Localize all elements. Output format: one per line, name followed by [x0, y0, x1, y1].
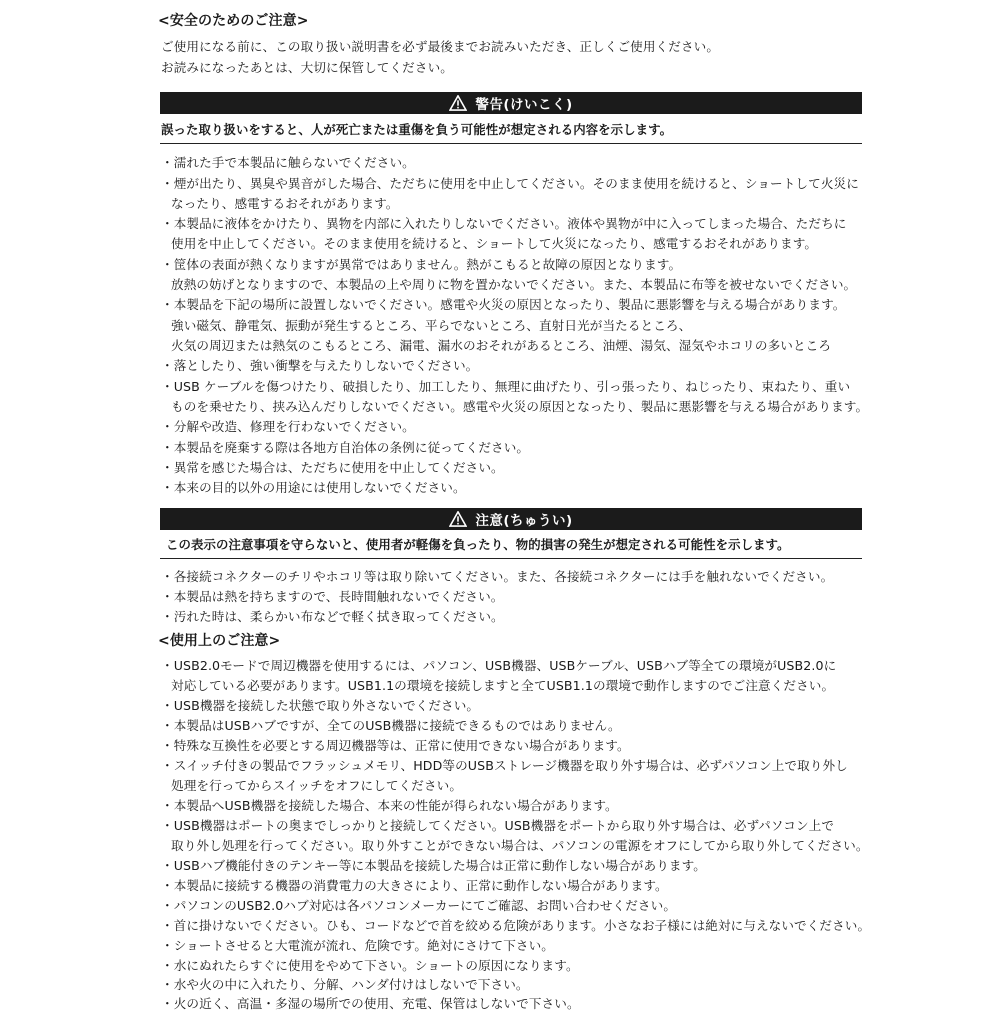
caution-banner: [160, 508, 862, 530]
warning-item: ・分解や改造、修理を行わないでください。: [161, 419, 415, 434]
warning-title: 警告(けいこく): [475, 97, 573, 113]
warning-item: ・落としたり、強い衝撃を与えたりしないでください。: [161, 358, 479, 373]
usage-item: ・USBハブ機能付きのテンキー等に本製品を接続した場合は正常に動作しない場合があります。: [161, 858, 706, 873]
warning-item-continued: 使用を中止してください。そのまま使用を続けると、ショートして火災になったり、感電するおそれがあります。: [171, 236, 818, 251]
safety-heading: <安全のためのご注意>: [158, 13, 309, 29]
usage-item-continued: 対応している必要があります。USB1.1の環境を接続しますと全てUSB1.1の環境で動作しますのでご注意ください。: [171, 678, 835, 693]
intro-line: ご使用になる前に、この取り扱い説明書を必ず最後までお読みいただき、正しくご使用ください。: [161, 39, 720, 54]
usage-item-continued: 取り外し処理を行ってください。取り外すことができない場合は、パソコンの電源をオフにしてから取り外してください。: [171, 838, 869, 853]
usage-item: ・本製品に接続する機器の消費電力の大きさにより、正常に動作しない場合があります。: [161, 878, 668, 893]
warning-item: ・本製品を廃棄する際は各地方自治体の条例に従ってください。: [161, 440, 530, 455]
caution-divider: [160, 558, 862, 559]
caution-description: この表示の注意事項を守らないと、使用者が軽傷を負ったり、物的損害の発生が想定される可能性を示します。: [166, 537, 790, 552]
warning-banner: [160, 92, 862, 114]
usage-item: ・本製品へUSB機器を接続した場合、本来の性能が得られない場合があります。: [161, 798, 618, 813]
usage-item: ・USB2.0モードで周辺機器を使用するには、パソコン、USB機器、USBケーブル、USBハブ等全ての環境がUSB2.0に: [161, 658, 837, 673]
usage-item: ・USB機器はポートの奥までしっかりと接続してください。USB機器をポートから取り外す場合は、必ずパソコン上で: [161, 818, 835, 833]
usage-item: ・本製品はUSBハブですが、全てのUSB機器に接続できるものではありません。: [161, 718, 621, 733]
warning-item: ・本来の目的以外の用途には使用しないでください。: [161, 480, 466, 495]
usage-item: ・水や火の中に入れたり、分解、ハンダ付けはしないで下さい。: [161, 977, 529, 992]
warning-item-continued: 火気の周辺または熱気のこもるところ、漏電、漏水のおそれがあるところ、油煙、湯気、湿気やホコリの多いところ: [171, 338, 832, 353]
usage-item-continued: 処理を行ってからスイッチをオフにしてください。: [171, 778, 463, 793]
caution-item: ・汚れた時は、柔らかい布などで軽く拭き取ってください。: [161, 609, 504, 624]
warning-description: 誤った取り扱いをすると、人が死亡または重傷を負う可能性が想定される内容を示します。: [161, 122, 673, 137]
usage-item: ・火の近く、高温・多湿の場所での使用、充電、保管はしないで下さい。: [161, 996, 580, 1011]
usage-item: ・首に掛けないでください。ひも、コードなどで首を絞める危険があります。小さなお子様には絶対に与えないでください。: [161, 918, 871, 933]
warning-triangle-icon: [449, 95, 467, 111]
usage-heading: <使用上のご注意>: [158, 633, 281, 649]
caution-title: 注意(ちゅうい): [475, 513, 573, 529]
warning-divider: [160, 143, 862, 144]
warning-item: ・異常を感じた場合は、ただちに使用を中止してください。: [161, 460, 504, 475]
usage-item: ・水にぬれたらすぐに使用をやめて下さい。ショートの原因になります。: [161, 958, 579, 973]
warning-item: ・筐体の表面が熱くなりますが異常ではありません。熱がこもると故障の原因となります。: [161, 257, 682, 272]
warning-item-continued: 強い磁気、静電気、振動が発生するところ、平らでないところ、直射日光が当たるところ、: [171, 318, 692, 333]
usage-item: ・ショートさせると大電流が流れ、危険です。絶対にさけて下さい。: [161, 938, 555, 953]
usage-item: ・パソコンのUSB2.0ハブ対応は各パソコンメーカーにてご確認、お問い合わせください。: [161, 898, 677, 913]
warning-item-continued: なったり、感電するおそれがあります。: [171, 196, 399, 211]
warning-item: ・煙が出たり、異臭や異音がした場合、ただちに使用を中止してください。そのまま使用を続けると、ショートして火災に: [161, 176, 859, 191]
warning-item: ・本製品に液体をかけたり、異物を内部に入れたりしないでください。液体や異物が中に入ってしまった場合、ただちに: [161, 216, 847, 231]
usage-item: ・特殊な互換性を必要とする周辺機器等は、正常に使用できない場合があります。: [161, 738, 630, 753]
usage-item: ・USB機器を接続した状態で取り外さないでください。: [161, 698, 480, 713]
warning-triangle-icon: [449, 511, 467, 527]
warning-item-continued: 放熱の妨げとなりますので、本製品の上や周りに物を置かないでください。また、本製品に布等を被せないでください。: [171, 277, 857, 292]
warning-item: ・本製品を下記の場所に設置しないでください。感電や火災の原因となったり、製品に悪影響を与える場合があります。: [161, 297, 846, 312]
intro-line: お読みになったあとは、大切に保管してください。: [161, 60, 453, 75]
warning-item: ・濡れた手で本製品に触らないでください。: [161, 155, 415, 170]
caution-item: ・本製品は熱を持ちますので、長時間触れないでください。: [161, 589, 504, 604]
caution-item: ・各接続コネクターのチリやホコリ等は取り除いてください。また、各接続コネクターには手を触れないでください。: [161, 569, 834, 584]
usage-item: ・スイッチ付きの製品でフラッシュメモリ、HDD等のUSBストレージ機器を取り外す場合は、必ずパソコン上で取り外し: [161, 758, 848, 773]
warning-item-continued: ものを乗せたり、挟み込んだりしないでください。感電や火災の原因となったり、製品に悪影響を与える場合があります。: [171, 399, 869, 414]
warning-item: ・USB ケーブルを傷つけたり、破損したり、加工したり、無理に曲げたり、引っ張ったり、ねじったり、束ねたり、重い: [161, 379, 851, 394]
